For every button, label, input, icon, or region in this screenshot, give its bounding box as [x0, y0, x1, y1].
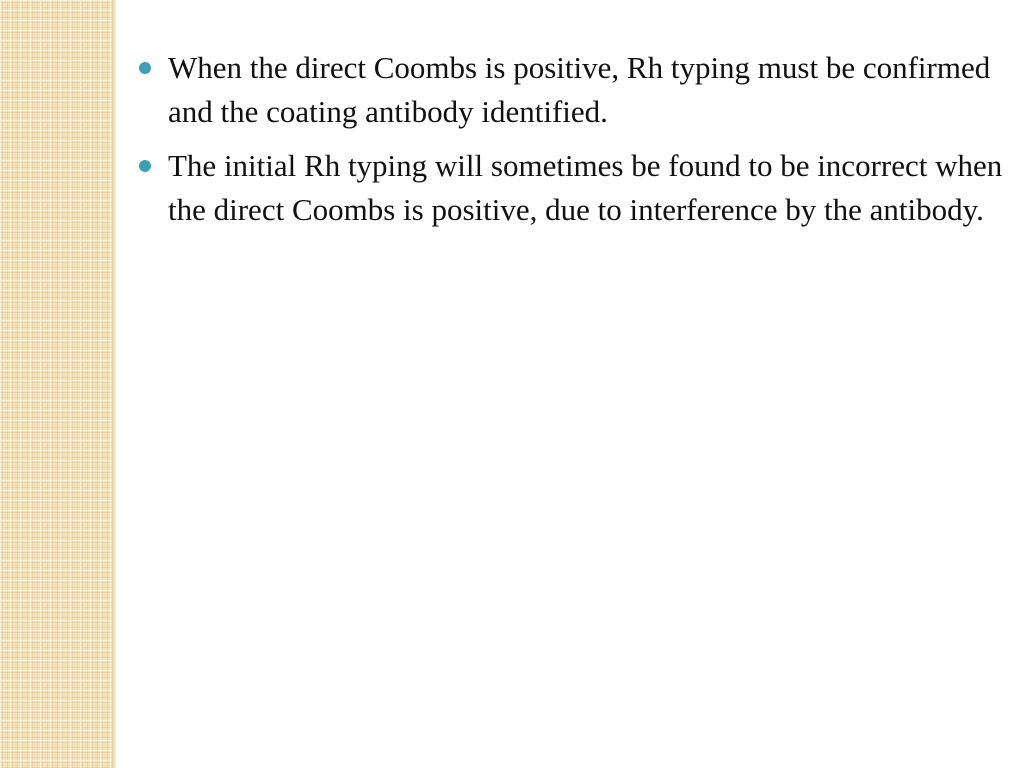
slide-content: [136, 46, 1006, 242]
bullet-dot-icon: [139, 62, 151, 74]
bullet-text: The initial Rh typing will sometimes be found to be incorrect when the direct Coombs is positive, due to interference by the antibody.: [168, 148, 1003, 227]
bullet-item: [136, 46, 1006, 134]
decorative-side-band: [0, 0, 112, 768]
bullet-dot-icon: [139, 160, 151, 172]
side-band-edge: [112, 0, 116, 768]
bullet-item: [136, 144, 1006, 232]
bullet-text: When the direct Coombs is positive, Rh typing must be confirmed and the coating antibody identified.: [168, 50, 991, 129]
bullet-list: [136, 46, 1006, 232]
